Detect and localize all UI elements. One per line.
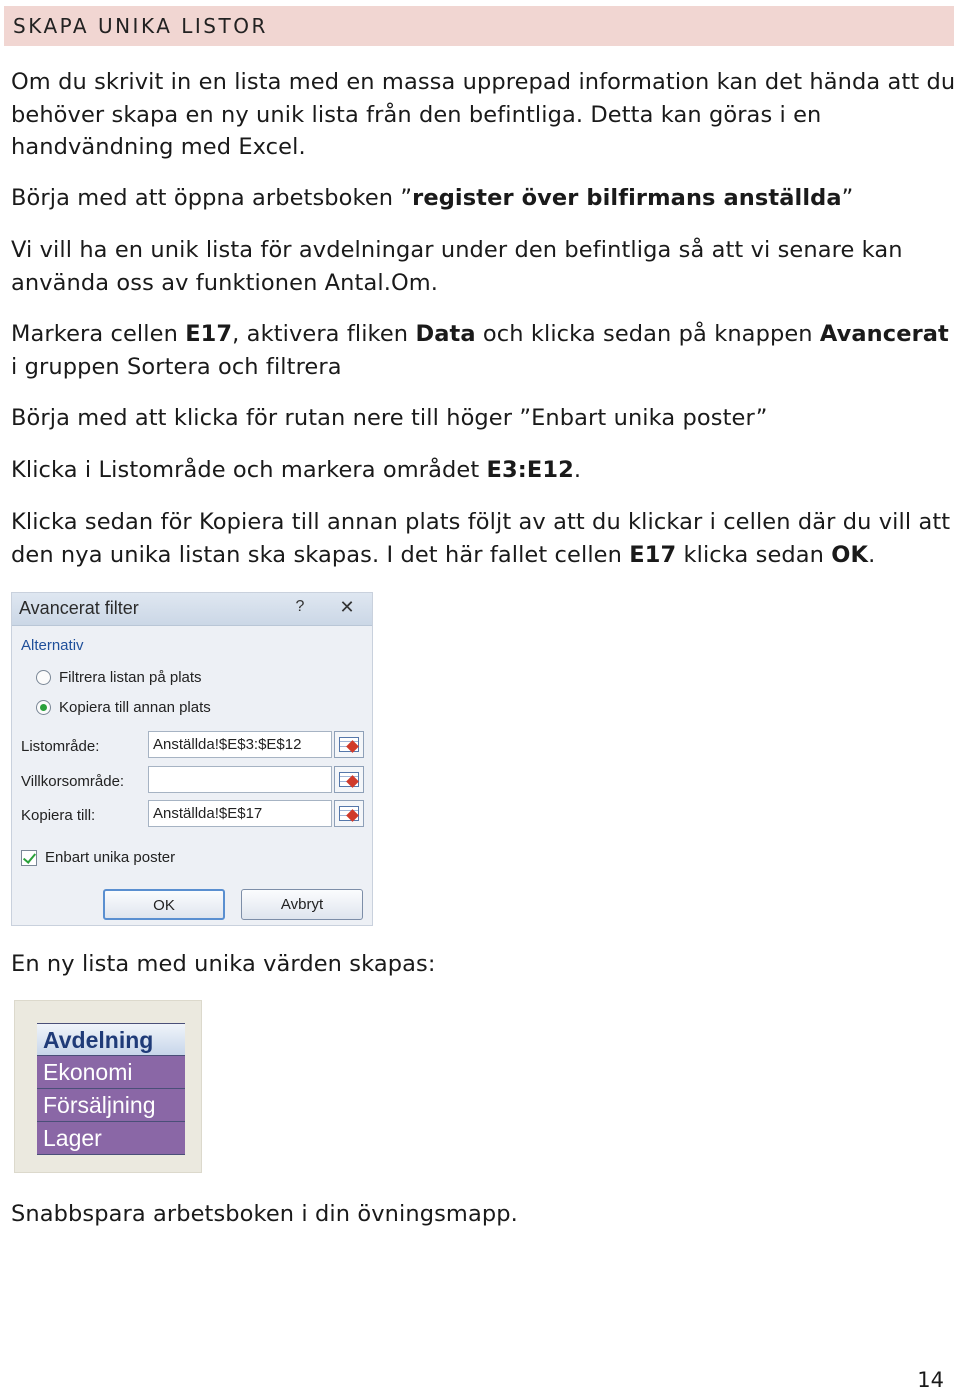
section-heading: SKAPA UNIKA LISTOR	[4, 6, 954, 46]
cancel-button[interactable]: Avbryt	[241, 889, 363, 920]
range-select-button[interactable]	[334, 766, 364, 793]
text-fragment: Klicka i Listområde och markera området	[11, 457, 487, 483]
text-fragment: och klicka sedan på knappen	[475, 321, 820, 347]
copy-to-location-option[interactable]	[36, 696, 211, 718]
advanced-filter-dialog	[11, 592, 373, 926]
text-fragment: Börja med att öppna arbetsboken ”	[11, 185, 413, 211]
text-fragment: i gruppen Sortera och filtrera	[11, 353, 342, 380]
radio-checked-icon[interactable]	[36, 700, 51, 715]
checkbox-label: Enbart unika poster	[45, 849, 176, 866]
range-select-button[interactable]	[334, 731, 364, 758]
text-fragment: ”	[841, 185, 854, 211]
range-reference: E3:E12	[486, 457, 574, 483]
ok-reference: OK	[831, 541, 869, 568]
help-icon[interactable]: ?	[295, 598, 305, 615]
dialog-title-bar	[12, 593, 372, 626]
unique-records-checkbox[interactable]	[21, 849, 175, 866]
table-header-cell: Avdelning	[37, 1023, 185, 1056]
list-range-input[interactable]: Anställda!$E$3:$E$12	[148, 731, 332, 758]
list-range-label: Listområde:	[21, 738, 100, 755]
list-range-paragraph	[11, 454, 956, 487]
criteria-range-input[interactable]	[148, 766, 332, 793]
cell-reference: E17	[629, 541, 677, 568]
text-fragment: .	[868, 541, 876, 568]
goal-paragraph: Vi vill ha en unik lista för avdelningar under den befintliga så att vi senare kan använda oss av funktionen Antal.Om.	[11, 237, 903, 296]
criteria-range-label: Villkorsområde:	[21, 773, 125, 790]
workbook-name: register över bilfirmans anställda	[412, 185, 842, 211]
dialog-title: Avancerat filter	[19, 598, 139, 618]
intro-paragraph: Om du skrivit in en lista med en massa upprepad information kan det hända att du behöver skapa en ny unik lista från den befintliga. Detta kan göras i en handvändning med Excel.	[11, 69, 956, 160]
button-name: Avancerat	[819, 321, 949, 347]
page-number: 14	[917, 1368, 944, 1392]
cell-reference: E17	[185, 321, 233, 347]
ok-button[interactable]: OK	[103, 889, 225, 920]
text-fragment: Klicka sedan för Kopiera till annan plats följt av att du klickar i cellen där du vill att den nya unika listan ska skapas. I det här fallet cellen	[11, 509, 951, 568]
text-fragment: , aktivera fliken	[232, 321, 416, 347]
copy-to-label: Kopiera till:	[21, 807, 96, 824]
option-label: Filtrera listan på plats	[59, 668, 202, 686]
text-fragment: klicka sedan	[676, 541, 832, 568]
tab-name: Data	[415, 321, 476, 347]
checkbox-checked-icon[interactable]	[21, 850, 37, 866]
option-label: Kopiera till annan plats	[59, 698, 211, 716]
filter-in-place-option[interactable]	[36, 666, 202, 688]
range-select-button[interactable]	[334, 800, 364, 827]
copy-to-paragraph	[11, 506, 956, 571]
options-group-label: Alternativ	[21, 637, 84, 654]
unique-list-table	[37, 1023, 185, 1155]
text-fragment: .	[573, 457, 582, 483]
save-paragraph: Snabbspara arbetsboken i din övningsmapp.	[11, 1201, 518, 1227]
radio-icon[interactable]	[36, 670, 51, 685]
unique-checkbox-paragraph: Börja med att klicka för rutan nere till höger ”Enbart unika poster”	[11, 405, 768, 431]
close-icon[interactable]: ✕	[339, 597, 355, 617]
copy-to-input[interactable]: Anställda!$E$17	[148, 800, 332, 827]
result-table-image	[14, 1000, 202, 1173]
open-workbook-paragraph	[11, 182, 956, 215]
table-row: Lager	[37, 1122, 185, 1155]
text-fragment: Markera cellen	[11, 321, 186, 347]
table-row: Försäljning	[37, 1089, 185, 1122]
table-row: Ekonomi	[37, 1056, 185, 1089]
result-intro-paragraph: En ny lista med unika värden skapas:	[11, 951, 436, 977]
select-cell-paragraph	[11, 318, 956, 383]
